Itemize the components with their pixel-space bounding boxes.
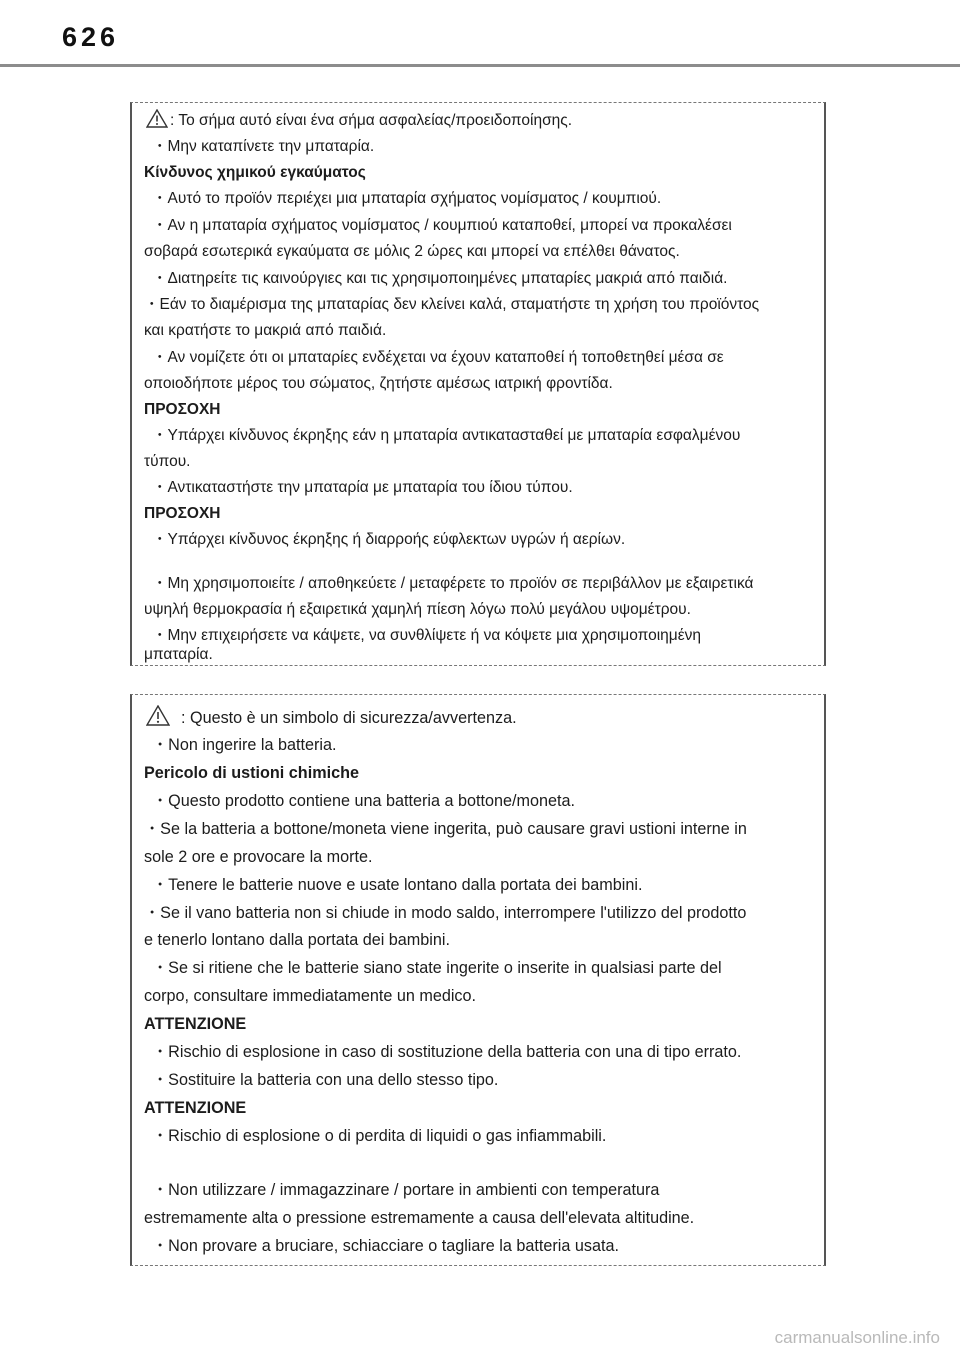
greek-line-11: οποιοδήποτε μέρος του σώματος, ζητήστε αμέσως ιατρική φροντίδα. <box>144 375 613 392</box>
italian-line-16: ・Rischio di esplosione o di perdita di liquidi o gas infiammabili. <box>152 1127 607 1145</box>
greek-line-14: τύπου. <box>144 453 191 470</box>
greek-line-15: ・Αντικαταστήστε την μπαταρία με μπαταρία του ίδιου τύπου. <box>152 479 573 496</box>
italian-line-7: ・Tenere le batterie nuove e usate lontano dalla portata dei bambini. <box>152 876 643 894</box>
greek-line-9: και κρατήστε το μακριά από παιδιά. <box>144 322 387 339</box>
italian-line-14: ・Sostituire la batteria con una dello stesso tipo. <box>152 1071 499 1089</box>
italian-warning-symbol-line <box>146 705 818 731</box>
italian-line-1: : Questo è un simbolo di sicurezza/avvertenza. <box>181 709 517 727</box>
warning-triangle-icon <box>146 705 170 731</box>
greek-line-19: υψηλή θερμοκρασία ή εξαιρετικά χαμηλή πίεση λόγω πολύ μεγάλου υψομέτρου. <box>144 601 691 618</box>
italian-line-10: ・Se si ritiene che le batterie siano state ingerite o inserite in qualsiasi parte del <box>152 959 722 977</box>
italian-line-4: ・Questo prodotto contiene una batteria a bottone/moneta. <box>152 792 575 810</box>
italian-line-2: ・Non ingerire la batteria. <box>152 736 337 754</box>
italian-line-5: ・Se la batteria a bottone/moneta viene ingerita, può causare gravi ustioni interne in <box>144 820 747 838</box>
greek-line-5: ・Αν η μπαταρία σχήματος νομίσματος / κουμπιού καταποθεί, μπορεί να προκαλέσει <box>152 217 732 234</box>
italian-heading-chemical: Pericolo di ustioni chimiche <box>144 764 359 782</box>
greek-line-21: μπαταρία. <box>144 646 213 663</box>
greek-heading-chemical: Κίνδυνος χημικού εγκαύματος <box>144 164 366 181</box>
greek-heading-caution-1: ΠΡΟΣΟΧΗ <box>144 401 221 418</box>
greek-line-2: ・Μην καταπίνετε την μπαταρία. <box>152 138 375 155</box>
italian-line-13: ・Rischio di esplosione in caso di sostituzione della batteria con una di tipo errato. <box>152 1043 742 1061</box>
greek-line-10: ・Αν νομίζετε ότι οι μπαταρίες ενδέχεται να έχουν καταποθεί ή τοποθετηθεί μέσα σε <box>152 349 724 366</box>
italian-heading-attention-2: ATTENZIONE <box>144 1099 247 1117</box>
italian-line-9: e tenerlo lontano dalla portata dei bambini. <box>144 931 450 949</box>
greek-line-18: ・Μη χρησιμοποιείτε / αποθηκεύετε / μεταφέρετε το προϊόν σε περιβάλλον με εξαιρετικά <box>152 575 754 592</box>
italian-line-6: sole 2 ore e provocare la morte. <box>144 848 373 866</box>
greek-line-6: σοβαρά εσωτερικά εγκαύματα σε μόλις 2 ώρες και μπορεί να επέλθει θάνατος. <box>144 243 680 260</box>
italian-line-11: corpo, consultare immediatamente un medico. <box>144 987 477 1005</box>
greek-warning-box <box>130 102 826 666</box>
italian-line-19: ・Non provare a bruciare, schiacciare o tagliare la batteria usata. <box>152 1237 619 1255</box>
greek-warning-symbol-line <box>146 109 818 134</box>
greek-line-20: ・Μην επιχειρήσετε να κάψετε, να συνθλίψετε ή να κόψετε μια χρησιμοποιημένη <box>152 627 702 644</box>
italian-line-8: ・Se il vano batteria non si chiude in modo saldo, interrompere l'utilizzo del prodotto <box>144 904 747 922</box>
header-divider <box>0 64 960 67</box>
greek-line-8: ・Εάν το διαμέρισμα της μπαταρίας δεν κλείνει καλά, σταματήστε τη χρήση του προϊόντος <box>144 296 760 313</box>
greek-heading-caution-2: ΠΡΟΣΟΧΗ <box>144 505 221 522</box>
italian-heading-attention-1: ATTENZIONE <box>144 1015 247 1033</box>
footer-watermark: carmanualsonline.info <box>774 1328 940 1347</box>
warning-triangle-icon <box>146 109 168 134</box>
italian-line-17: ・Non utilizzare / immagazzinare / portare in ambienti con temperatura <box>152 1181 660 1199</box>
page-number: 626 <box>62 22 120 52</box>
greek-line-13: ・Υπάρχει κίνδυνος έκρηξης εάν η μπαταρία αντικατασταθεί με μπαταρία εσφαλμένου <box>152 427 741 444</box>
greek-line-7: ・Διατηρείτε τις καινούργιες και τις χρησιμοποιημένες μπαταρίες μακριά από παιδιά. <box>152 270 728 287</box>
greek-line-17: ・Υπάρχει κίνδυνος έκρηξης ή διαρροής εύφλεκτων υγρών ή αερίων. <box>152 531 626 548</box>
greek-line-1: : Το σήμα αυτό είναι ένα σήμα ασφαλείας/προειδοποίησης. <box>170 112 573 129</box>
italian-line-18: estremamente alta o pressione estremamente a causa dell'elevata altitudine. <box>144 1209 695 1227</box>
italian-warning-box <box>130 694 826 1266</box>
greek-line-4: ・Αυτό το προϊόν περιέχει μια μπαταρία σχήματος νομίσματος / κουμπιού. <box>152 190 662 207</box>
